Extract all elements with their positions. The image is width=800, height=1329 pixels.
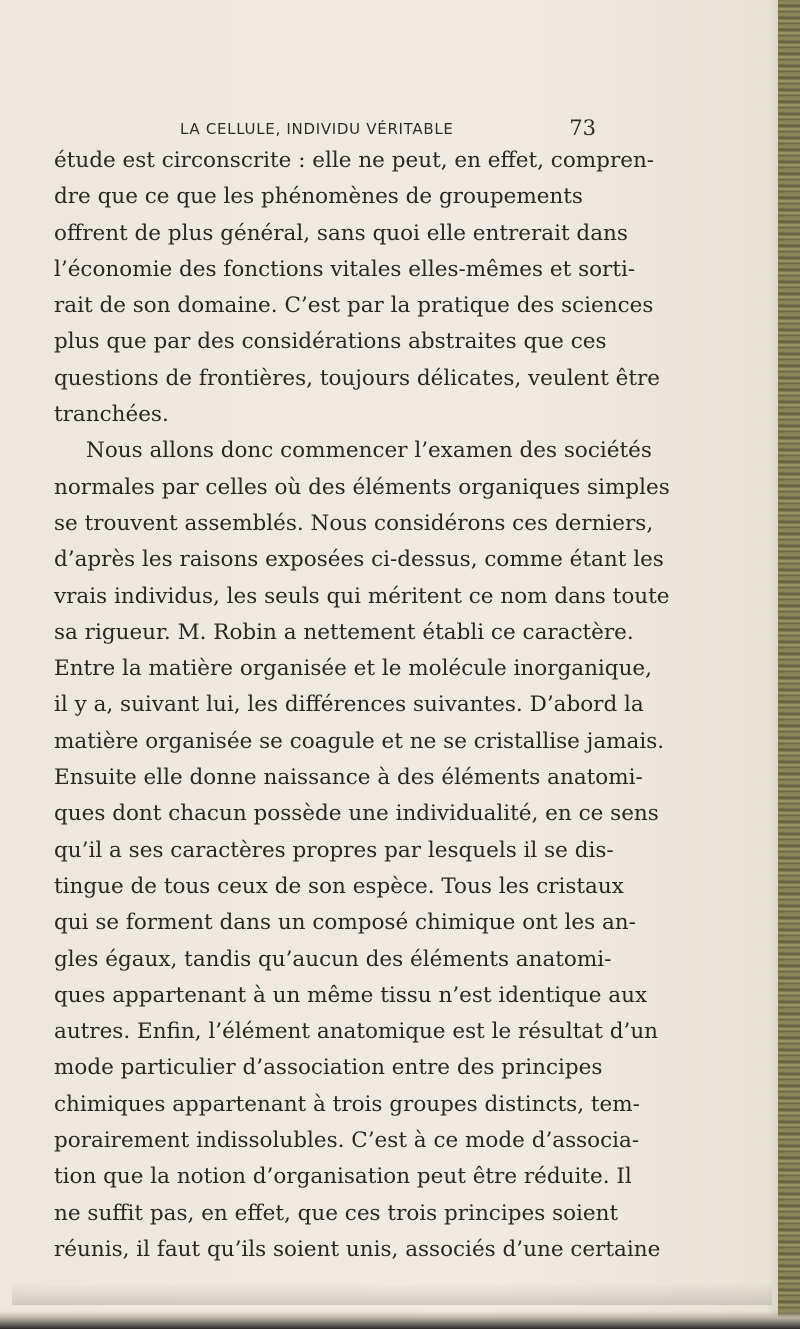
running-head [168,118,596,144]
text-line: réunis, il faut qu’ils soient unis, associés d’une certaine [54,1236,661,1262]
text-line: d’après les raisons exposées ci-dessus, comme étant les [54,547,664,573]
text-line: ne suffit pas, en effet, que ces trois principes soient [54,1200,619,1226]
paragraph-start-line: Nous allons donc commencer l’examen des sociétés [86,438,652,464]
text-line: Ensuite elle donne naissance à des éléments anatomi- [54,765,643,791]
book-edge [778,0,800,1329]
text-line: étude est circonscrite : elle ne peut, en effet, compren- [54,148,655,173]
text-line: vrais individus, les seuls qui méritent ce nom dans toute [54,583,670,609]
text-line: porairement indissolubles. C’est à ce mode d’associa- [54,1128,640,1154]
text-line: il y a, suivant lui, les différences suivantes. D’abord la [54,692,644,718]
text-line: sa rigueur. M. Robin a nettement établi ce caractère. [54,619,634,645]
running-title: LA CELLULE, INDIVIDU VÉRITABLE [180,120,454,138]
page-number: 73 [569,116,596,140]
text-line: plus que par des considérations abstraites que ces [54,329,607,355]
text-line: l’économie des fonctions vitales elles-mêmes et sorti- [54,256,636,282]
text-line: rait de son domaine. C’est par la pratique des sciences [54,293,654,319]
text-line: Entre la matière organisée et le molécule inorganique, [54,656,652,682]
text-line: questions de frontières, toujours délicates, veulent être [54,365,661,391]
text-line: qui se forment dans un composé chimique ont les an- [54,910,636,936]
text-line: normales par celles où des éléments organiques simples [54,474,670,500]
body-text [54,143,670,1268]
text-line: ques dont chacun possède une individualité, en ce sens [54,801,659,827]
text-line: ques appartenant à un même tissu n’est identique aux [54,982,648,1008]
text-line: tion que la notion d’organisation peut être réduite. Il [54,1164,632,1190]
text-line: gles égaux, tandis qu’aucun des éléments anatomi- [54,946,612,972]
text-line: mode particulier d’association entre des principes [54,1055,603,1081]
page-bottom-shadow [12,1283,772,1305]
text-line: qu’il a ses caractères propres par lesquels il se dis- [54,837,614,863]
text-line: tingue de tous ceux de son espèce. Tous les cristaux [54,873,624,899]
page-bottom-edge [0,1311,800,1329]
text-line: autres. Enfin, l’élément anatomique est le résultat d’un [54,1019,659,1045]
text-line: dre que ce que les phénomènes de groupements [54,184,583,210]
text-line: matière organisée se coagule et ne se cristallise jamais. [54,728,665,754]
text-line: tranchées. [54,402,169,428]
page-edge-shadow [766,0,778,1329]
text-line: chimiques appartenant à trois groupes distincts, tem- [54,1091,640,1117]
text-line: offrent de plus général, sans quoi elle entrerait dans [54,220,628,246]
text-line: se trouvent assemblés. Nous considérons ces derniers, [54,510,654,536]
